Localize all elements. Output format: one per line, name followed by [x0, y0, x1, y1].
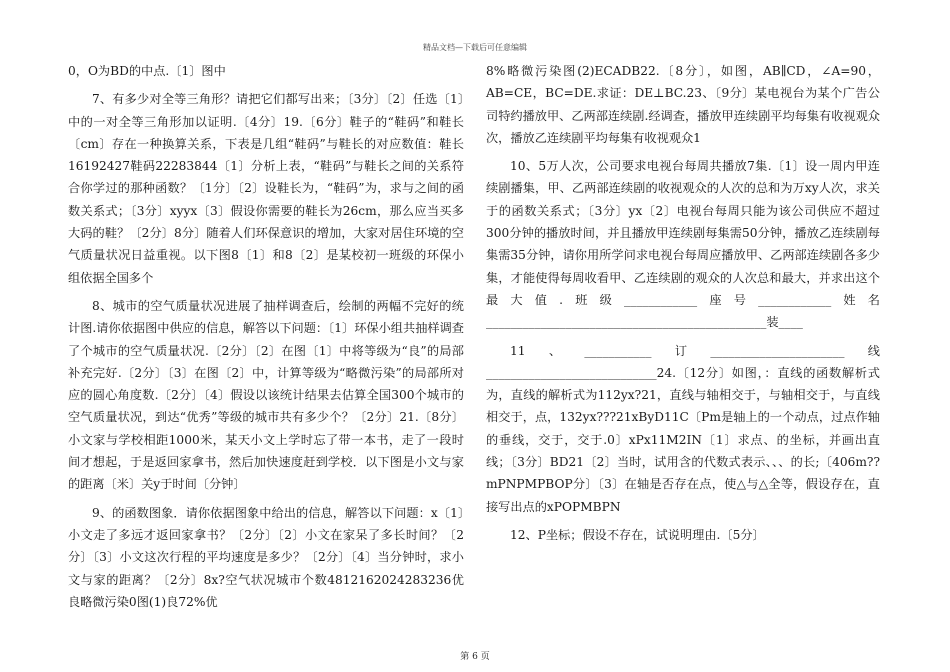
- paragraph: 8%略微污染图(2)ECADB22.〔8分〕，如图，AB∥CD，∠A=90，AB=CE，BC=DE.求证：DE⊥BC.23、〔9分〕某电视台为某个广告公司特约播放甲、乙两部连续剧.经调查，播放甲连续剧平均每集有收视观众次，播放乙连续剧平均每集有收视观众1: [486, 64, 880, 145]
- page-number: 第 6 页: [460, 652, 490, 662]
- right-column: [486, 60, 880, 552]
- page-header: 精品文档—下载后可任意编辑: [423, 43, 527, 52]
- paragraph: 10、5万人次，公司要求电视台每周共播放7集.〔1〕设一周内甲连续剧播集，甲、乙两部连续剧的收视观众的人次的总和为万xy人次，求关于的函数关系式；〔3分〕yx〔2〕电视台每周只能为该公司供应不超过300分钟的播放时间，并且播放甲连续剧每集需50分钟，播放乙连续剧每集需35分钟，请你用所学问求电视台每周应播放甲、乙两部连续剧各多少集，才能使得每周收看甲、乙连续剧的观众的人次总和最大，并求出这个最大值.班级____________座号____________姓名______________________________________________装____: [486, 159, 880, 330]
- paragraph: 8、城市的空气质量状况进展了抽样调查后，绘制的两幅不完好的统计图.请你依据图中供应的信息，解答以下问题：〔1〕环保小组共抽样调查了个城市的空气质量状况.〔2分〕〔2〕在图〔1〕中将等级为“良”的局部补充完好.〔2分〕〔3〕在图〔2〕中，计算等级为“略微污染”的局部所对应的圆心角度数.〔2分〕〔4〕假设以该统计结果去估算全国300个城市的空气质量状况，到达“优秀”等级的城市共有多少个？〔2分〕21.〔8分〕小文家与学校相距1000米，某天小文上学时忘了带一本书，走了一段时间才想起，于是返回家拿书，然后加快速度赶到学校．以下图是小文与家的距离〔米〕关y于时间〔分钟〕: [68, 298, 464, 492]
- paragraph: 0，O为BD的中点.〔1〕图中: [68, 64, 226, 78]
- paragraph: 12、P坐标；假设不存在，试说明理由.〔5分〕: [510, 527, 765, 542]
- left-column: [68, 60, 464, 619]
- paragraph: 11、___________订______________________线____________________________24.〔12分〕如图，：直线的函数解析式为，直线的解析式为112yx?21，直线与轴相交于，与轴相交于，与直线相交于，点，132yx???21xByD11C〔Pm是轴上的一个动点，过点作轴的垂线，交于，交于.0〕xPx11M2IN〔1〕求点、的坐标，并画出直线；〔3分〕BD21〔2〕当时，试用含的代数式表示、、、的长;〔406m??mPNPMPBOP分〕〔3〕在轴是否存在点，使△与△全等，假设存在，直接写出点的xPOPMBPN: [486, 343, 880, 514]
- paragraph: 7、有多少对全等三角形？请把它们都写出来；〔3分〕〔2〕任选〔1〕中的一对全等三角形加以证明.〔4分〕19.〔6分〕鞋子的“鞋码”和鞋长〔cm〕存在一种换算关系，下表是几组“鞋码”与鞋长的对应数值：鞋长16192427鞋码22283844〔1〕分析上表，“鞋码”与鞋长之间的关系符合你学过的那种函数？〔1分〕〔2〕设鞋长为，“鞋码”为，求与之间的函数关系式；〔3分〕xyyx〔3〕假设你需要的鞋长为26cm，那么应当买多大码的鞋？〔2分〕8分〕随着人们环保意识的增加，大家对居住环境的空气质量状况日益重视。以下图8〔1〕和8〔2〕是某校初一班级的环保小组依据全国多个: [68, 92, 464, 285]
- paragraph: 9、的函数图象．请你依据图象中给出的信息，解答以下问题：x〔1〕小文走了多远才返回家拿书？〔2分〕〔2〕小文在家呆了多长时间？〔2分〕〔3〕小文这次行程的平均速度是多少？〔2分〕〔4〕当分钟时，求小文与家的距离？〔2分〕8x?空气状况城市个数4812162024283236优良略微污染0图(1)良72%优: [68, 505, 464, 609]
